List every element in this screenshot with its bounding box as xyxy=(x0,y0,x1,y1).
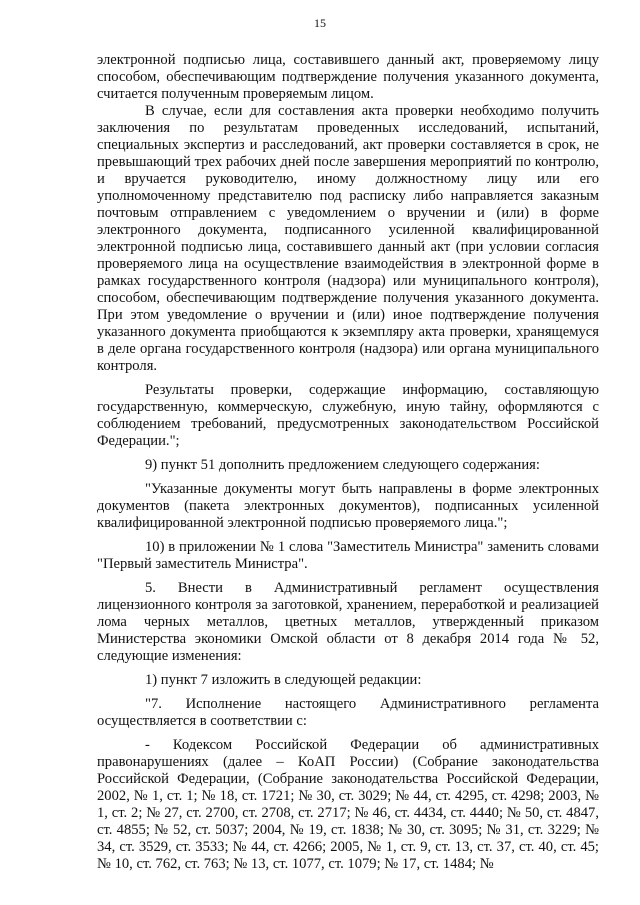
paragraph: электронной подписью лица, составившего данный акт, проверяемому лицу способом, обеспечивающим подтверждение получения указанного документа, считается полученным проверяемым лицом. xyxy=(97,52,599,102)
paragraph: - Кодексом Российской Федерации об административных правонарушениях (далее – КоАП России) (Собрание законодательства Российской Федерации, (Собрание законодательства Российской Федерации, 2002, № 1, ст. 1; № 18, ст. 1721; № 30, ст. 3029; № 44, ст. 4295, ст. 4298; 2003, № 1, ст. 2; № 27, ст. 2700, ст. 2708, ст. 2717; № 46, ст. 4434, ст. 4440; № 50, ст. 4847, ст. 4855; № 52, ст. 5037; 2004, № 19, ст. 1838; № 30, ст. 3095; № 31, ст. 3229; № 34, ст. 3529, ст. 3533; № 44, ст. 4266; 2005, № 1, ст. 9, ст. 13, ст. 37, ст. 40, ст. 45; № 10, ст. 762, ст. 763; № 13, ст. 1077, ст. 1079; № 17, ст. 1484; № xyxy=(97,737,599,872)
paragraph: 5. Внести в Административный регламент осуществления лицензионного контроля за заготовкой, хранением, переработкой и реализацией лома черных металлов, цветных металлов, утвержденный приказом Министерства экономики Омской области от 8 декабря 2014 года № 52, следующие изменения: xyxy=(97,580,599,664)
paragraph: Результаты проверки, содержащие информацию, составляющую государственную, коммерческую, служебную, иную тайну, оформляются с соблюдением требований, предусмотренных законодательством Российской Федерации."; xyxy=(97,382,599,449)
paragraph: 1) пункт 7 изложить в следующей редакции: xyxy=(145,672,422,688)
paragraph: 10) в приложении № 1 слова "Заместитель Министра" заменить словами "Первый заместитель Министра". xyxy=(97,539,599,572)
paragraph: 9) пункт 51 дополнить предложением следующего содержания: xyxy=(145,457,540,473)
document-body xyxy=(97,52,599,873)
paragraph: В случае, если для составления акта проверки необходимо получить заключения по результатам проведенных исследований, испытаний, специальных экспертиз и расследований, акт проверки составляется в срок, не превышающий трех рабочих дней после завершения мероприятий по контролю, и вручается руководителю, иному должностному лицу или его уполномоченному представителю под расписку либо направляется заказным почтовым отправлением с уведомлением о вручении и (или) в форме электронного документа, подписанного усиленной квалифицированной электронной подписью лица, составившего данный акт (при условии согласия проверяемого лица на осуществление взаимодействия в электронной форме в рамках государственного контроля (надзора) или муниципального контроля), способом, обеспечивающим подтверждение получения указанного документа. При этом уведомление о вручении и (или) иное подтверждение получения указанного документа приобщаются к экземпляру акта проверки, хранящемуся в деле органа государственного контроля (надзора) или органа муниципального контроля. xyxy=(97,103,599,374)
page-number: 15 xyxy=(314,16,326,30)
paragraph: "Указанные документы могут быть направлены в форме электронных документов (пакета электронных документов), подписанных усиленной квалифицированной электронной подписью проверяемого лица."; xyxy=(97,481,599,531)
paragraph: "7. Исполнение настоящего Административного регламента осуществляется в соответствии с: xyxy=(97,696,599,729)
